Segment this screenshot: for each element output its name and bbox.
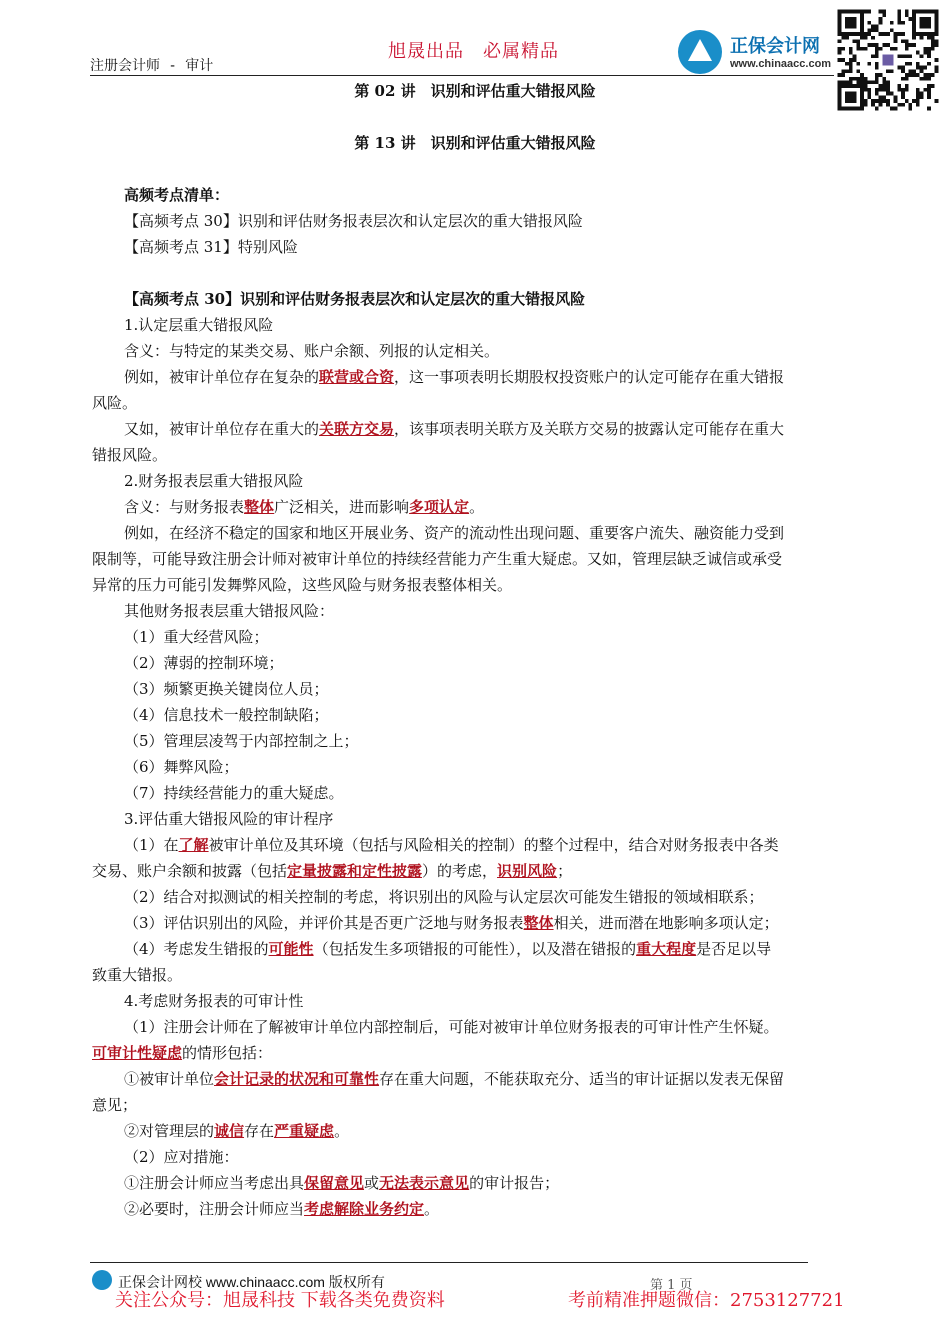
lecture-title-b: 第 13 讲 识别和评估重大错报风险 xyxy=(354,134,596,152)
checklist-item: 【高频考点 31】特别风险 xyxy=(124,238,298,256)
footer-promo-left: 关注公众号：旭晟科技 下载各类免费资料 xyxy=(115,1290,445,1311)
list-item: （5）管理层凌驾于内部控制之上； xyxy=(124,732,359,750)
keyword: 诚信 xyxy=(214,1122,245,1140)
paragraph: ②必要时，注册会计师应当考虑解除业务约定。 xyxy=(124,1200,440,1218)
brand-logo xyxy=(678,28,832,78)
paragraph-cont: 意见； xyxy=(92,1096,138,1114)
paragraph: 含义：与特定的某类交易、账户余额、列报的认定相关。 xyxy=(124,342,500,360)
paragraph: （1）在了解被审计单位及其环境（包括与风险相关的控制）的整个过程中，结合对财务报表中各类 xyxy=(124,836,779,854)
paragraph: 例如，被审计单位存在复杂的联营或合资，这一事项表明长期股权投资账户的认定可能存在重大错报 xyxy=(124,368,785,386)
checklist-item: 【高频考点 30】识别和评估财务报表层次和认定层次的重大错报风险 xyxy=(124,212,583,230)
paragraph: ①被审计单位会计记录的状况和可靠性存在重大问题，不能获取充分、适当的审计证据以发表无保留 xyxy=(124,1070,785,1088)
keyword: 可能性 xyxy=(268,940,314,958)
keyword: 联营或合资 xyxy=(319,368,395,386)
paragraph: ①注册会计师应当考虑出具保留意见或无法表示意见的审计报告； xyxy=(124,1174,560,1192)
keyword: 识别风险 xyxy=(497,862,558,880)
keyword: 整体 xyxy=(523,914,554,932)
paragraph: （1）注册会计师在了解被审计单位内部控制后，可能对被审计单位财务报表的可审计性产生怀疑。 xyxy=(124,1018,779,1036)
checklist-title: 高频考点清单： xyxy=(124,186,230,204)
keyword: 多项认定 xyxy=(409,498,470,516)
paragraph: ②对管理层的诚信存在严重疑虑。 xyxy=(124,1122,350,1140)
paragraph-cont: 可审计性疑虑的情形包括： xyxy=(92,1044,273,1062)
paragraph: （3）评估识别出的风险，并评价其是否更广泛地与财务报表整体相关，进而潜在地影响多项认定； xyxy=(124,914,779,932)
paragraph-cont: 交易、账户余额和披露（包括定量披露和定性披露）的考虑，识别风险； xyxy=(92,862,573,880)
header-divider xyxy=(90,75,840,76)
paragraph: （4）考虑发生错报的可能性（包括发生多项错报的可能性），以及潜在错报的重大程度是否足以导 xyxy=(124,940,772,958)
paragraph: 其他财务报表层重大错报风险： xyxy=(124,602,335,620)
subsection-title: 2.财务报表层重大错报风险 xyxy=(124,472,304,490)
logo-icon xyxy=(678,30,722,74)
paragraph-cont: 错报风险。 xyxy=(92,446,168,464)
paragraph: （2）应对措施： xyxy=(124,1148,239,1166)
paragraph-cont: 限制等，可能导致注册会计师对被审计单位的持续经营能力产生重大疑虑。又如，管理层缺乏诚信或承受 xyxy=(92,550,783,568)
lecture-title-a: 第 02 讲 识别和评估重大错报风险 xyxy=(354,82,596,100)
subsection-title: 1.认定层重大错报风险 xyxy=(124,316,274,334)
list-item: （2）薄弱的控制环境； xyxy=(124,654,284,672)
paragraph-cont: 致重大错报。 xyxy=(92,966,183,984)
list-item: （3）频繁更换关键岗位人员； xyxy=(124,680,329,698)
footer-divider xyxy=(90,1262,808,1263)
subsection-title: 4.考虑财务报表的可审计性 xyxy=(124,992,304,1010)
subsection-title: 3.评估重大错报风险的审计程序 xyxy=(124,810,334,828)
keyword: 严重疑虑 xyxy=(274,1122,335,1140)
footer-logo-icon xyxy=(92,1270,112,1290)
keyword: 了解 xyxy=(178,836,209,854)
keyword: 定量披露和定性披露 xyxy=(287,862,423,880)
keyword: 关联方交易 xyxy=(319,420,395,438)
doc-label: 注册会计师 - 审计 xyxy=(90,58,214,74)
page-number: 第 1 页 xyxy=(650,1278,693,1293)
list-item: （7）持续经营能力的重大疑虑。 xyxy=(124,784,344,802)
header-slogan: 旭晟出品 必属精品 xyxy=(388,41,559,62)
paragraph: 又如，被审计单位存在重大的关联方交易，该事项表明关联方及关联方交易的披露认定可能存在重大 xyxy=(124,420,785,438)
footer-copyright: 正保会计网校 www.chinaacc.com 版权所有 xyxy=(118,1274,385,1290)
footer-promo-right: 考前精准押题微信：2753127721 xyxy=(568,1290,845,1311)
list-item: （1）重大经营风险； xyxy=(124,628,269,646)
section-title: 【高频考点 30】识别和评估财务报表层次和认定层次的重大错报风险 xyxy=(124,290,586,308)
document-body xyxy=(92,182,862,1222)
keyword: 整体 xyxy=(244,498,275,516)
keyword: 考虑解除业务约定 xyxy=(304,1200,425,1218)
paragraph: 含义：与财务报表整体广泛相关，进而影响多项认定。 xyxy=(124,498,485,516)
paragraph: （2）结合对拟测试的相关控制的考虑，将识别出的风险与认定层次可能发生错报的领域相联系； xyxy=(124,888,764,906)
keyword: 无法表示意见 xyxy=(379,1174,470,1192)
keyword: 保留意见 xyxy=(304,1174,365,1192)
paragraph-cont: 风险。 xyxy=(92,394,138,412)
list-item: （4）信息技术一般控制缺陷； xyxy=(124,706,329,724)
keyword: 会计记录的状况和可靠性 xyxy=(214,1070,380,1088)
paragraph-cont: 异常的压力可能引发舞弊风险，这些风险与财务报表整体相关。 xyxy=(92,576,513,594)
keyword: 可审计性疑虑 xyxy=(92,1044,183,1062)
paragraph: 例如，在经济不稳定的国家和地区开展业务、资产的流动性出现问题、重要客户流失、融资能力受到 xyxy=(124,524,785,542)
keyword: 重大程度 xyxy=(636,940,697,958)
logo-brand: 正保会计网 xyxy=(730,36,820,56)
logo-url: www.chinaacc.com xyxy=(730,58,832,70)
list-item: （6）舞弊风险； xyxy=(124,758,239,776)
